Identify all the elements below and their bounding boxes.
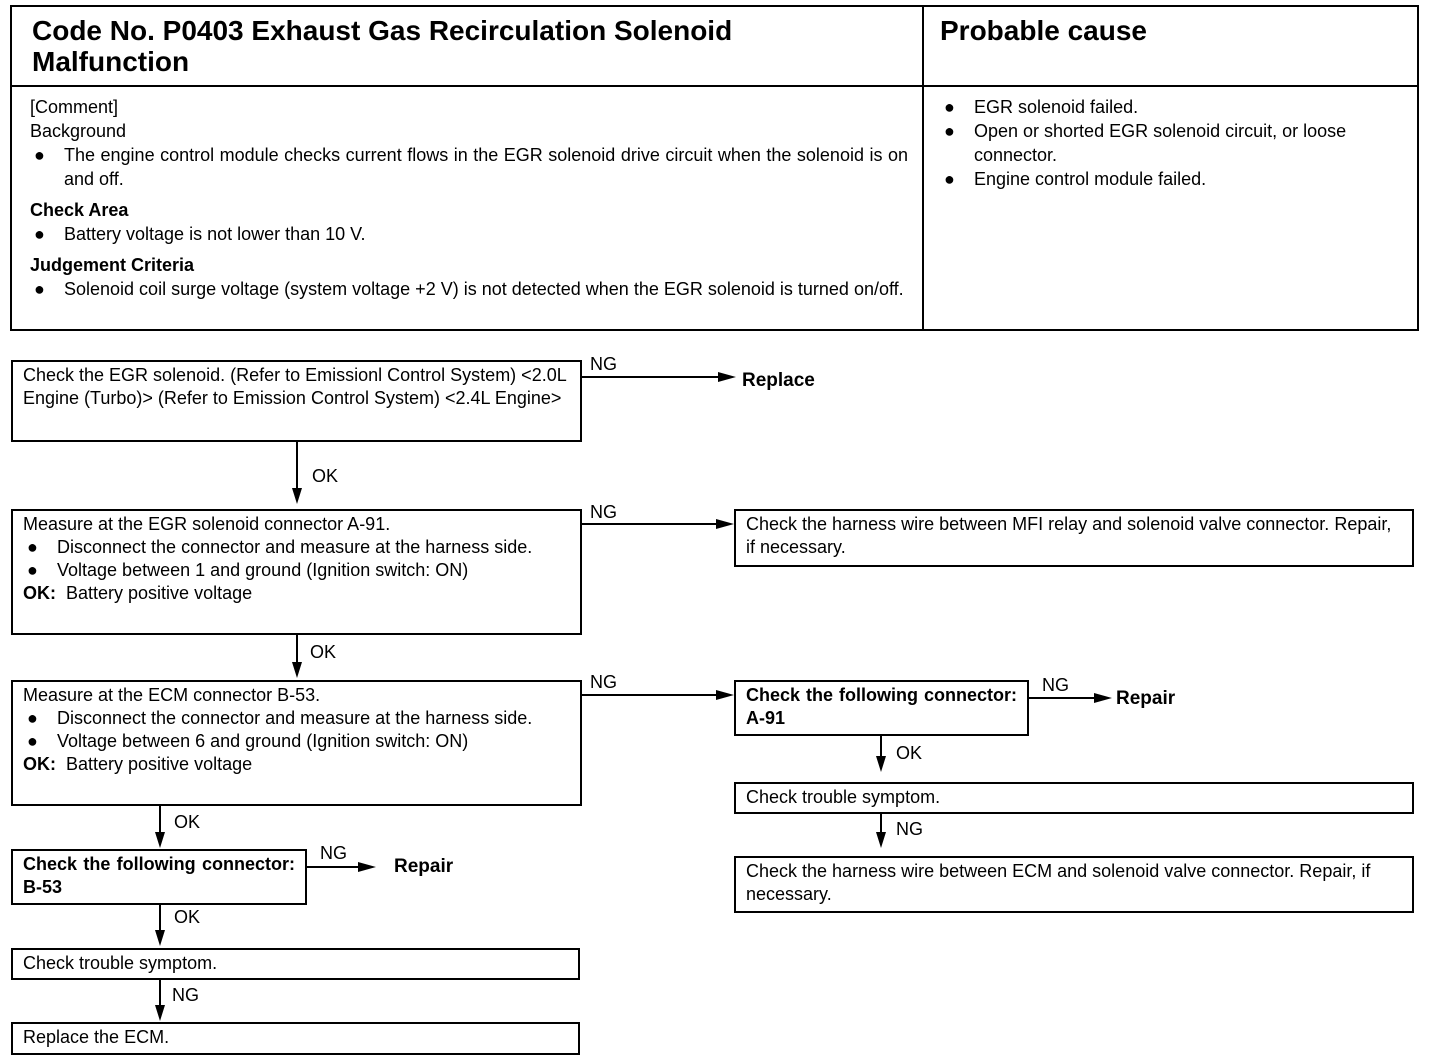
- ng-line: [1029, 697, 1099, 699]
- judgement-label: Judgement Criteria: [30, 255, 195, 275]
- box-item: ● Disconnect the connector and measure at the harness side.: [27, 708, 533, 728]
- arrow-right-icon: [716, 519, 734, 529]
- background-item: ● The engine control module checks current flows in the EGR solenoid drive circuit when the solenoid is on and off.: [34, 145, 908, 189]
- bullet-icon: ●: [27, 731, 38, 751]
- ng-line: [582, 376, 722, 378]
- bullet-icon: ●: [34, 279, 45, 299]
- ok-label: OK: [174, 812, 201, 832]
- bullet-icon: ●: [944, 121, 955, 141]
- ng-line: [159, 980, 161, 1006]
- repair-outcome: Repair: [1116, 688, 1176, 709]
- cause-item: ● Engine control module failed.: [944, 169, 1207, 189]
- ok-line: [880, 736, 882, 758]
- arrow-down-icon: [292, 488, 302, 504]
- box-text: Check the following connector: A-91: [746, 685, 1017, 728]
- ng-label: NG: [590, 354, 617, 374]
- box-text: Replace the ECM.: [23, 1027, 170, 1047]
- box-text: Check the harness wire between ECM and solenoid valve connector. Repair, if necessary.: [746, 861, 1371, 904]
- check-harness-ecm-box: [734, 856, 1414, 913]
- arrow-down-icon: [155, 1005, 165, 1021]
- comment-section: [30, 95, 908, 301]
- box-text: Check the following connector: B-53: [23, 854, 295, 897]
- check-area-item: ● Battery voltage is not lower than 10 V.: [34, 224, 366, 244]
- ng-label: NG: [1042, 675, 1069, 695]
- ng-label: NG: [590, 672, 617, 692]
- judgement-item: ● Solenoid coil surge voltage (system voltage +2 V) is not detected when the EGR solenoid is turned on/off.: [34, 279, 904, 299]
- ng-line: [582, 694, 718, 696]
- cause-item: ● EGR solenoid failed.: [944, 97, 1139, 117]
- ng-label: NG: [172, 985, 199, 1005]
- ng-label: NG: [896, 819, 923, 839]
- arrow-down-icon: [155, 930, 165, 946]
- box-item: ● Voltage between 6 and ground (Ignition switch: ON): [27, 731, 469, 751]
- row-divider: [12, 85, 1417, 87]
- ok-label: OK: [310, 642, 337, 662]
- arrow-right-icon: [716, 690, 734, 700]
- arrow-down-icon: [292, 662, 302, 678]
- bullet-icon: ●: [27, 560, 38, 580]
- comment-label: [Comment]: [30, 97, 119, 117]
- ng-line: [582, 523, 718, 525]
- measure-egr-connector-box: [11, 509, 582, 635]
- ok-label: OK: [312, 466, 339, 486]
- bullet-icon: ●: [34, 224, 45, 244]
- arrow-down-icon: [876, 756, 886, 772]
- check-trouble-symptom-box-right: [734, 782, 1414, 814]
- bullet-icon: ●: [27, 708, 38, 728]
- bullet-icon: ●: [944, 169, 955, 189]
- box-text: Check the harness wire between MFI relay and solenoid valve connector. Repair, if necessary.: [746, 514, 1392, 557]
- ng-line: [880, 814, 882, 834]
- ng-label: NG: [590, 502, 617, 522]
- page-title: Code No. P0403 Exhaust Gas Recirculation Solenoid Malfunction: [32, 15, 733, 77]
- causes-list: [940, 95, 1400, 191]
- box-ok-line: OK: Battery positive voltage: [23, 754, 253, 774]
- measure-ecm-connector-box: [11, 680, 582, 806]
- background-label: Background: [30, 121, 127, 141]
- box-text: Check the EGR solenoid. (Refer to Emissionl Control System) <2.0L Engine (Turbo)> (Refer to Emission Control System) <2.4L Engine>: [23, 365, 567, 408]
- cause-item: ● Open or shorted EGR solenoid circuit, or loose connector.: [944, 121, 1347, 165]
- ok-line: [296, 635, 298, 663]
- check-trouble-symptom-box-left: [11, 948, 580, 980]
- bullet-icon: ●: [27, 537, 38, 557]
- replace-outcome: Replace: [742, 370, 815, 391]
- box-item: ● Voltage between 1 and ground (Ignition switch: ON): [27, 560, 469, 580]
- ok-label: OK: [896, 743, 923, 763]
- bullet-icon: ●: [34, 145, 45, 165]
- replace-ecm-box: [11, 1022, 580, 1055]
- box-text: Check trouble symptom.: [746, 787, 941, 807]
- header-table: [10, 5, 1419, 331]
- check-connector-b53-box: [11, 849, 307, 905]
- box-text: Check trouble symptom.: [23, 953, 218, 973]
- probable-cause-title: Probable cause: [940, 15, 1147, 46]
- ng-line: [307, 866, 362, 868]
- arrow-right-icon: [1094, 693, 1112, 703]
- box-item: ● Disconnect the connector and measure at the harness side.: [27, 537, 533, 557]
- bullet-icon: ●: [944, 97, 955, 117]
- check-area-label: Check Area: [30, 200, 129, 220]
- box-ok-line: OK: Battery positive voltage: [23, 583, 253, 603]
- ok-line: [296, 442, 298, 490]
- column-divider: [922, 7, 924, 329]
- arrow-down-icon: [876, 832, 886, 848]
- ng-label: NG: [320, 843, 347, 863]
- ok-label: OK: [174, 907, 201, 927]
- box-title: Measure at the ECM connector B-53.: [23, 685, 321, 705]
- box-title: Measure at the EGR solenoid connector A-91.: [23, 514, 391, 534]
- arrow-down-icon: [155, 832, 165, 848]
- arrow-right-icon: [718, 372, 736, 382]
- repair-outcome: Repair: [394, 856, 454, 877]
- check-egr-solenoid-box: [11, 360, 582, 442]
- ok-line: [159, 806, 161, 834]
- check-harness-mfi-box: [734, 509, 1414, 567]
- check-connector-a91-box: [734, 680, 1029, 736]
- ok-line: [159, 905, 161, 931]
- arrow-right-icon: [358, 862, 376, 872]
